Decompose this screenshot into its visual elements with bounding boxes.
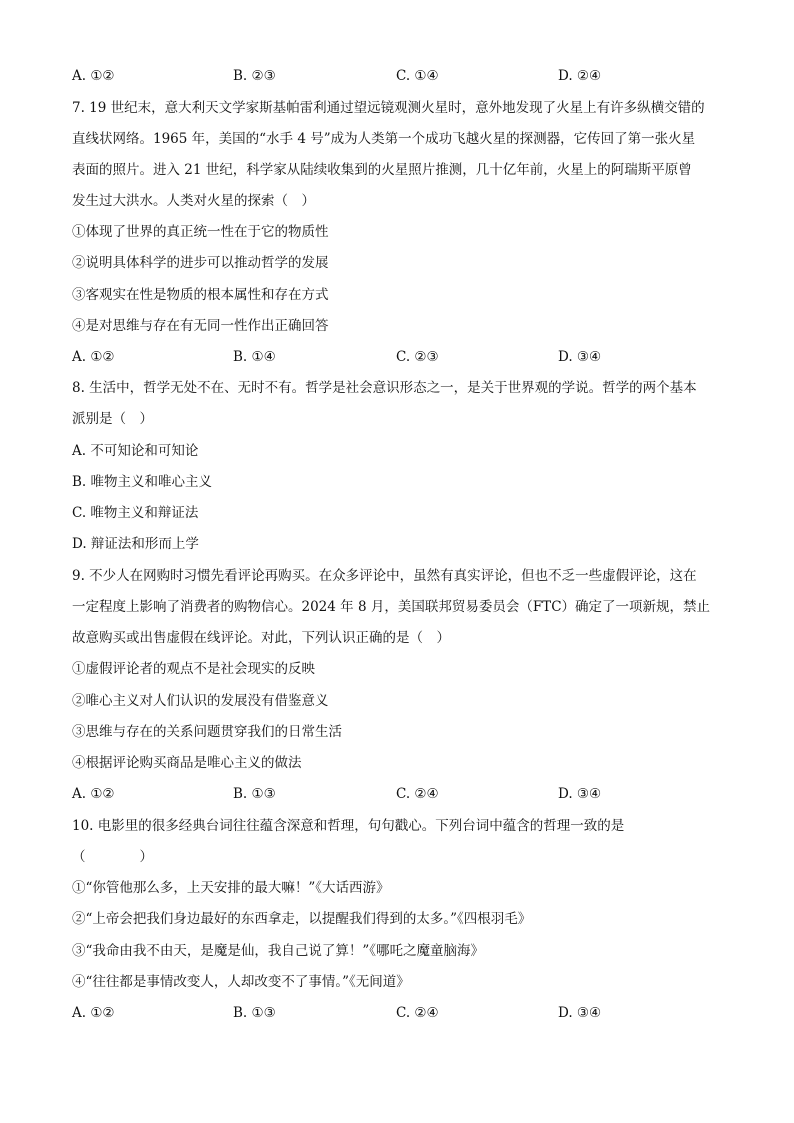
q7-option-b: B. ①④ — [233, 349, 276, 365]
q10-stem-line-1: 10. 电影里的很多经典台词往往蕴含深意和哲理，句句戳心。下列台词中蕴含的哲理一致的是 — [72, 818, 625, 834]
q9-item-1: ①虚假评论者的观点不是社会现实的反映 — [72, 661, 315, 677]
q10-option-b: B. ①③ — [233, 1005, 276, 1021]
q6-option-c: C. ①④ — [396, 68, 439, 84]
q9-item-4: ④根据评论购买商品是唯心主义的做法 — [72, 755, 302, 771]
q7-option-c: C. ②③ — [396, 349, 439, 365]
q10-stem-line-2: （ ） — [72, 849, 153, 865]
q10-option-a: A. ①② — [72, 1005, 115, 1021]
q7-option-a: A. ①② — [72, 349, 115, 365]
q8-option-b: B. 唯物主义和唯心主义 — [72, 474, 213, 490]
q7-item-4: ④是对思维与存在有无同一性作出正确回答 — [72, 318, 329, 334]
q7-stem-line-2: 直线状网络。1965 年，美国的“水手 4 号”成为人类第一个成功飞越火星的探测器，它传回了第一张火星 — [72, 131, 696, 147]
q7-option-d: D. ③④ — [558, 349, 602, 365]
q9-item-3: ③思维与存在的关系问题贯穿我们的日常生活 — [72, 724, 342, 740]
q8-stem-line-1: 8. 生活中，哲学无处不在、无时不有。哲学是社会意识形态之一，是关于世界观的学说。哲学的两个基本 — [72, 380, 697, 396]
q9-stem-line-3: 故意购买或出售虚假在线评论。对此，下列认识正确的是（ ） — [72, 630, 450, 646]
q10-option-d: D. ③④ — [558, 1005, 602, 1021]
q9-option-d: D. ③④ — [558, 786, 602, 802]
q8-option-c: C. 唯物主义和辩证法 — [72, 505, 199, 521]
q9-option-b: B. ①③ — [233, 786, 276, 802]
q9-stem-line-2: 一定程度上影响了消费者的购物信心。2024 年 8 月，美国联邦贸易委员会（FTC）确定了一项新规，禁止 — [72, 599, 711, 615]
q7-stem-line-3: 表面的照片。进入 21 世纪，科学家从陆续收集到的火星照片推测，几十亿年前，火星上的阿瑞斯平原曾 — [72, 162, 692, 178]
q9-option-c: C. ②④ — [396, 786, 439, 802]
q8-option-a: A. 不可知论和可知论 — [72, 443, 199, 459]
q9-option-a: A. ①② — [72, 786, 115, 802]
q10-option-c: C. ②④ — [396, 1005, 439, 1021]
q6-option-a: A. ①② — [72, 68, 115, 84]
q7-item-3: ③客观实在性是物质的根本属性和存在方式 — [72, 287, 329, 303]
q10-item-1: ①“你管他那么多，上天安排的最大嘛！”《大话西游》 — [72, 880, 390, 896]
q10-item-3: ③“我命由我不由天，是魔是仙，我自己说了算！”《哪吒之魔童脑海》 — [72, 943, 485, 959]
q9-item-2: ②唯心主义对人们认识的发展没有借鉴意义 — [72, 693, 329, 709]
q8-option-d: D. 辩证法和形而上学 — [72, 536, 199, 552]
q6-option-d: D. ②④ — [558, 68, 602, 84]
q7-stem-line-4: 发生过大洪水。人类对火星的探索（ ） — [72, 193, 315, 209]
q7-stem-line-1: 7. 19 世纪末，意大利天文学家斯基帕雷利通过望远镜观测火星时，意外地发现了火星上有许多纵横交错的 — [72, 100, 705, 116]
q8-stem-line-2: 派别是（ ） — [72, 411, 153, 427]
q7-item-2: ②说明具体科学的进步可以推动哲学的发展 — [72, 255, 329, 271]
q9-stem-line-1: 9. 不少人在网购时习惯先看评论再购买。在众多评论中，虽然有真实评论，但也不乏一些虚假评论，这在 — [72, 568, 697, 584]
q6-option-b: B. ②③ — [233, 68, 276, 84]
q7-item-1: ①体现了世界的真正统一性在于它的物质性 — [72, 224, 329, 240]
q10-item-4: ④“往往都是事情改变人，人却改变不了事情。”《无间道》 — [72, 974, 410, 990]
q10-item-2: ②“上帝会把我们身边最好的东西拿走，以提醒我们得到的太多。”《四根羽毛》 — [72, 911, 532, 927]
